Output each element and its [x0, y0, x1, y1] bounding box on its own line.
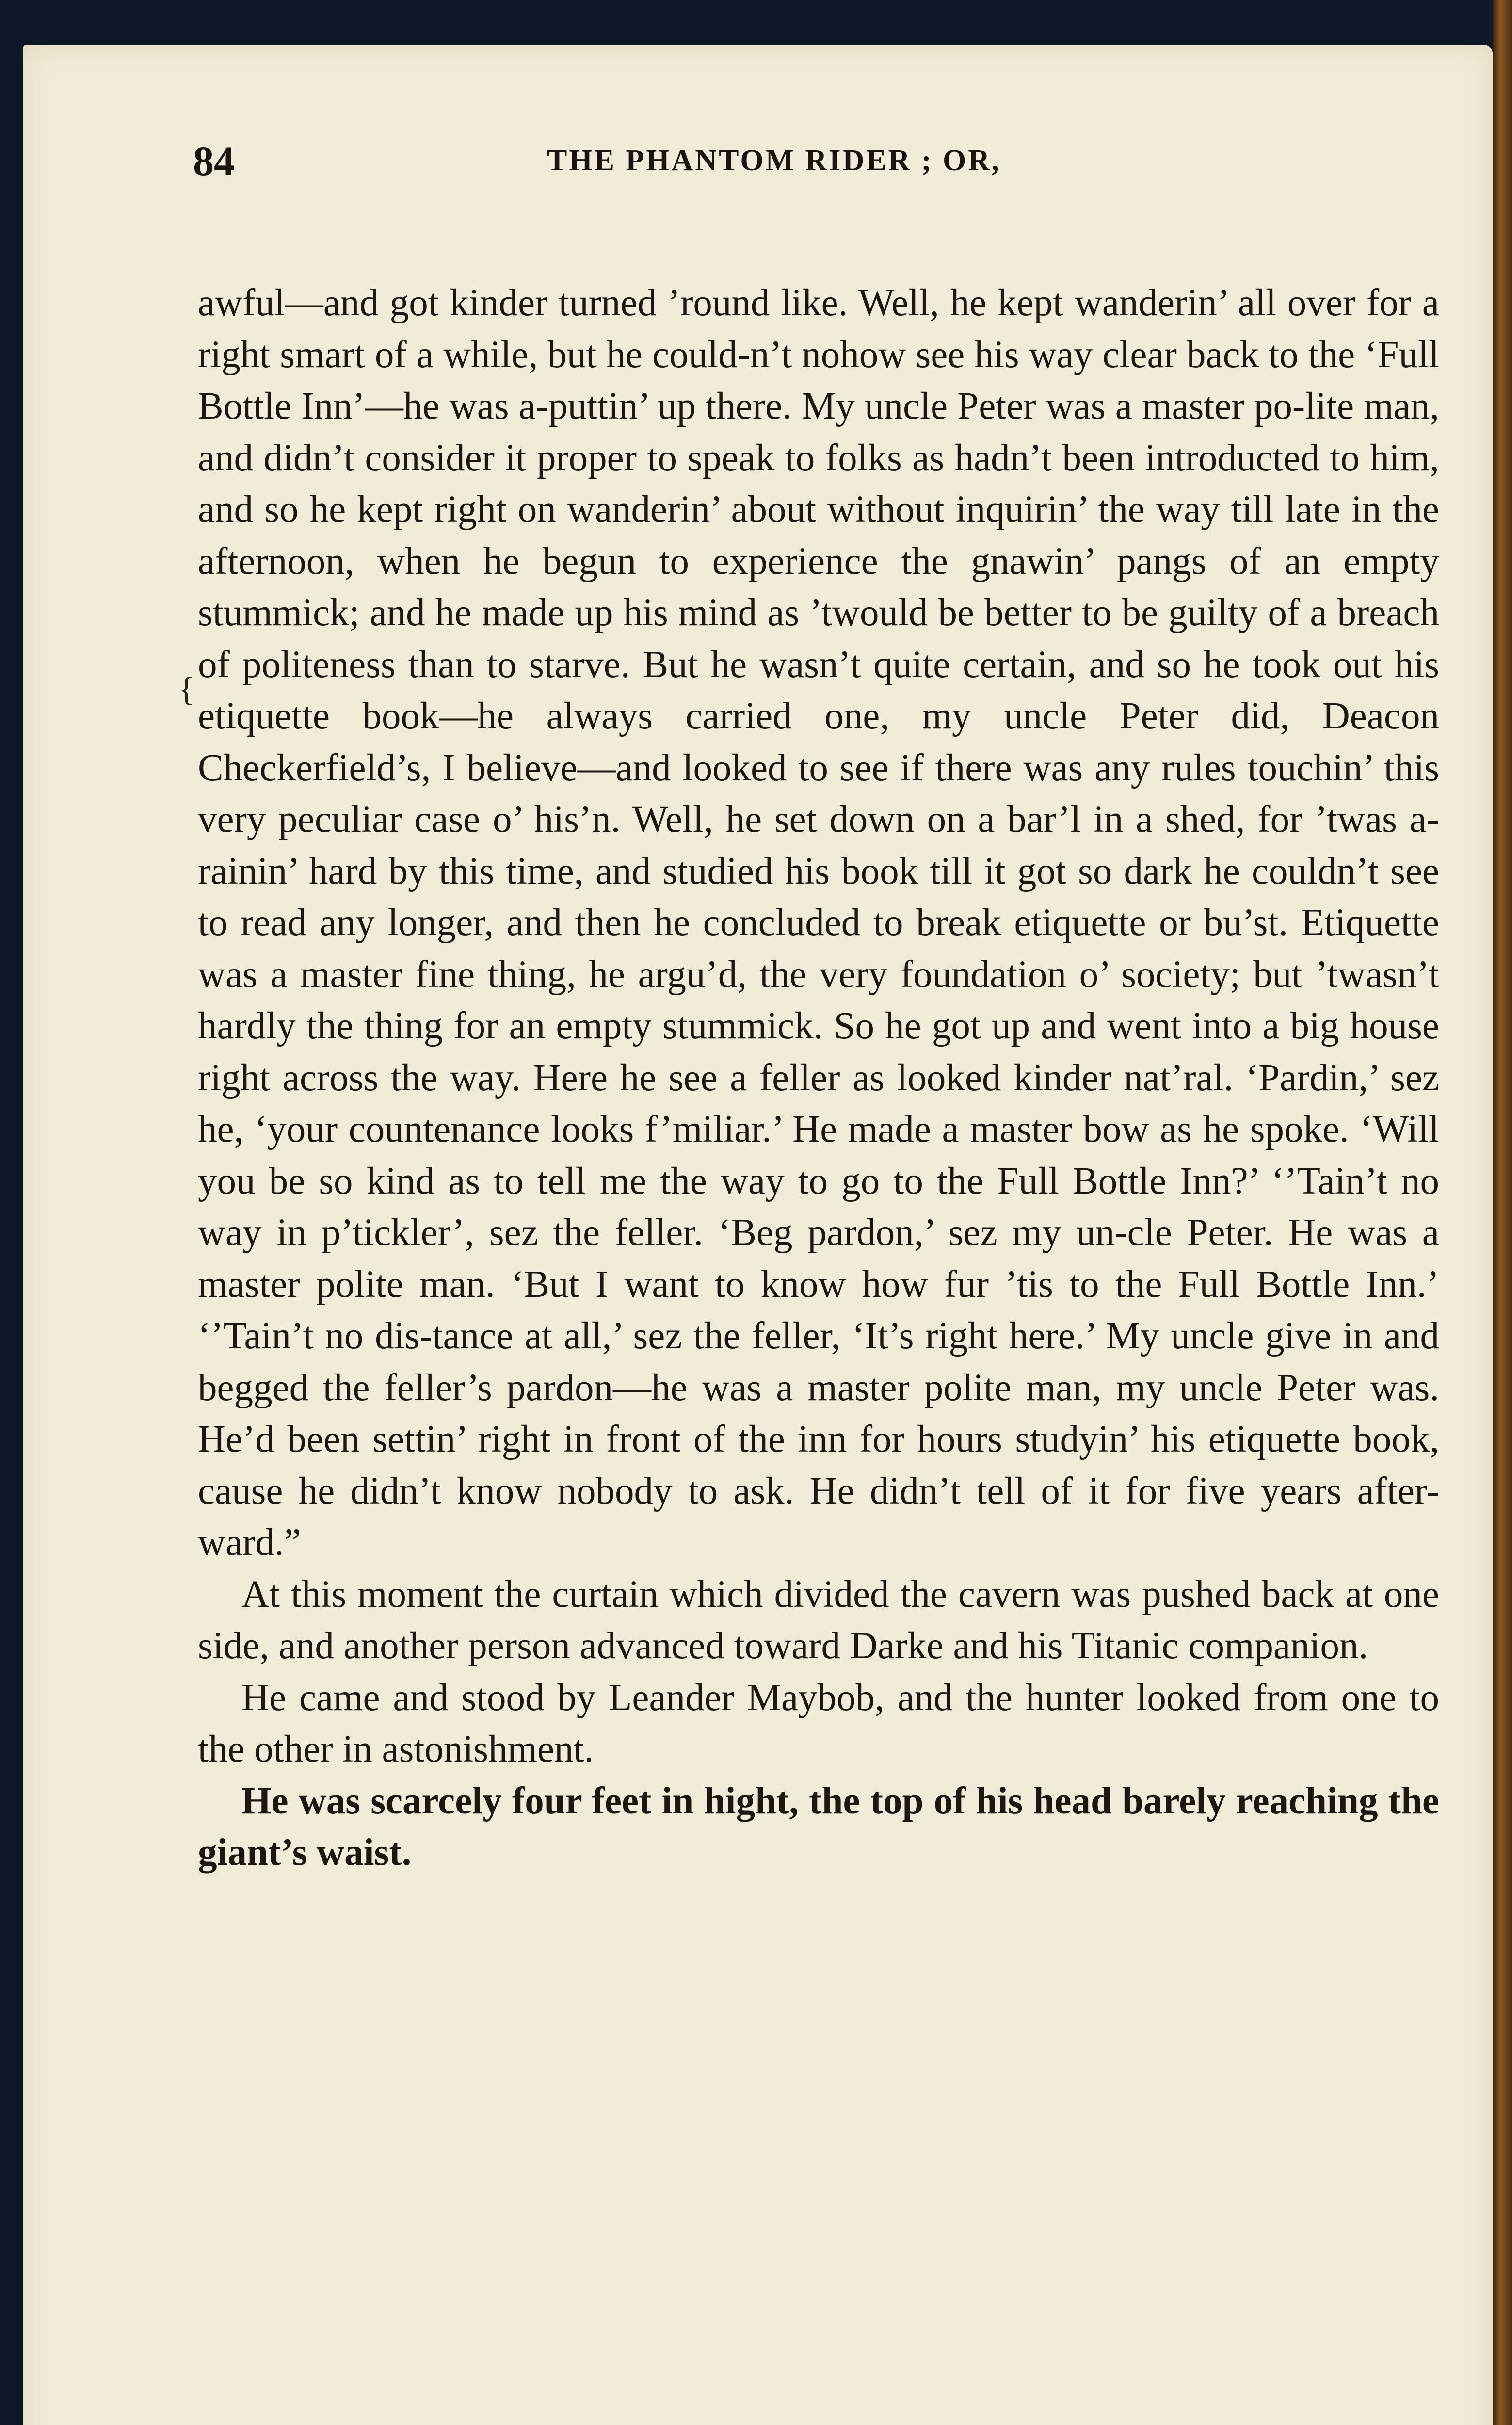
- margin-bracket-mark: {: [178, 671, 195, 708]
- running-title: THE PHANTOM RIDER ; OR,: [547, 144, 1001, 177]
- page-header: [23, 137, 1493, 205]
- page-number: 84: [193, 138, 235, 184]
- body-text: [198, 277, 1439, 1879]
- paragraph-leander: He came and stood by Leander Maybob, and the hunter looked from one to the other in astonishment.: [198, 1676, 1439, 1770]
- paragraph-height: He was scarcely four feet in hight, the top of his head barely reaching the giant’s waist.: [198, 1779, 1439, 1874]
- book-spine-edge: [1493, 0, 1512, 2425]
- paragraph-dialogue: awful—and got kinder turned ’round like. Well, he kept wanderin’ all over for a right smart of a while, but he could-n’t nohow see his way clear back to the ‘Full Bottle Inn’—he was a-puttin’ up there. My uncle Peter was a master po-lite man, and didn’t consider it proper to speak to folks as hadn’t been introducted to him, and so he kept right on wanderin’ about without inquirin’ the way till late in the afternoon, when he begun to experience the gnawin’ pangs of an empty stummick; and he made up his mind as ’twould be better to be guilty of a breach of politeness than to starve. But he wasn’t quite certain, and so he took out his etiquette book—he always carried one, my uncle Peter did, Deacon Checkerfield’s, I believe—and looked to see if there was any rules touchin’ this very peculiar case o’ his’n. Well, he set down on a bar’l in a shed, for ’twas a-rainin’ hard by this time, and studied his book till it got so dark he couldn’t see to read any longer, and then he concluded to break etiquette or bu’st. Etiquette was a master fine thing, he argu’d, the very foundation o’ society; but ’twasn’t hardly the thing for an empty stummick. So he got up and went into a big house right across the way. Here he see a feller as looked kinder nat’ral. ‘Pardin,’ sez he, ‘your countenance looks f’miliar.’ He made a master bow as he spoke. ‘Will you be so kind as to tell me the way to go to the Full Bottle Inn?’ ‘’Tain’t no way in p’tickler’, sez the feller. ‘Beg pardon,’ sez my un-cle Peter. He was a master polite man. ‘But I want to know how fur ’tis to the Full Bottle Inn.’ ‘’Tain’t no dis-tance at all,’ sez the feller, ‘It’s right here.’ My uncle give in and begged the feller’s pardon—he was a master polite man, my uncle Peter was. He’d been settin’ right in front of the inn for hours studyin’ his etiquette book, cause he didn’t know nobody to ask. He didn’t tell of it for five years after-ward.”: [198, 282, 1439, 1564]
- page-sheet: [23, 45, 1493, 2425]
- paragraph-curtain: At this moment the curtain which divided the cavern was pushed back at one side, and another person advanced toward Darke and his Titanic companion.: [198, 1573, 1439, 1667]
